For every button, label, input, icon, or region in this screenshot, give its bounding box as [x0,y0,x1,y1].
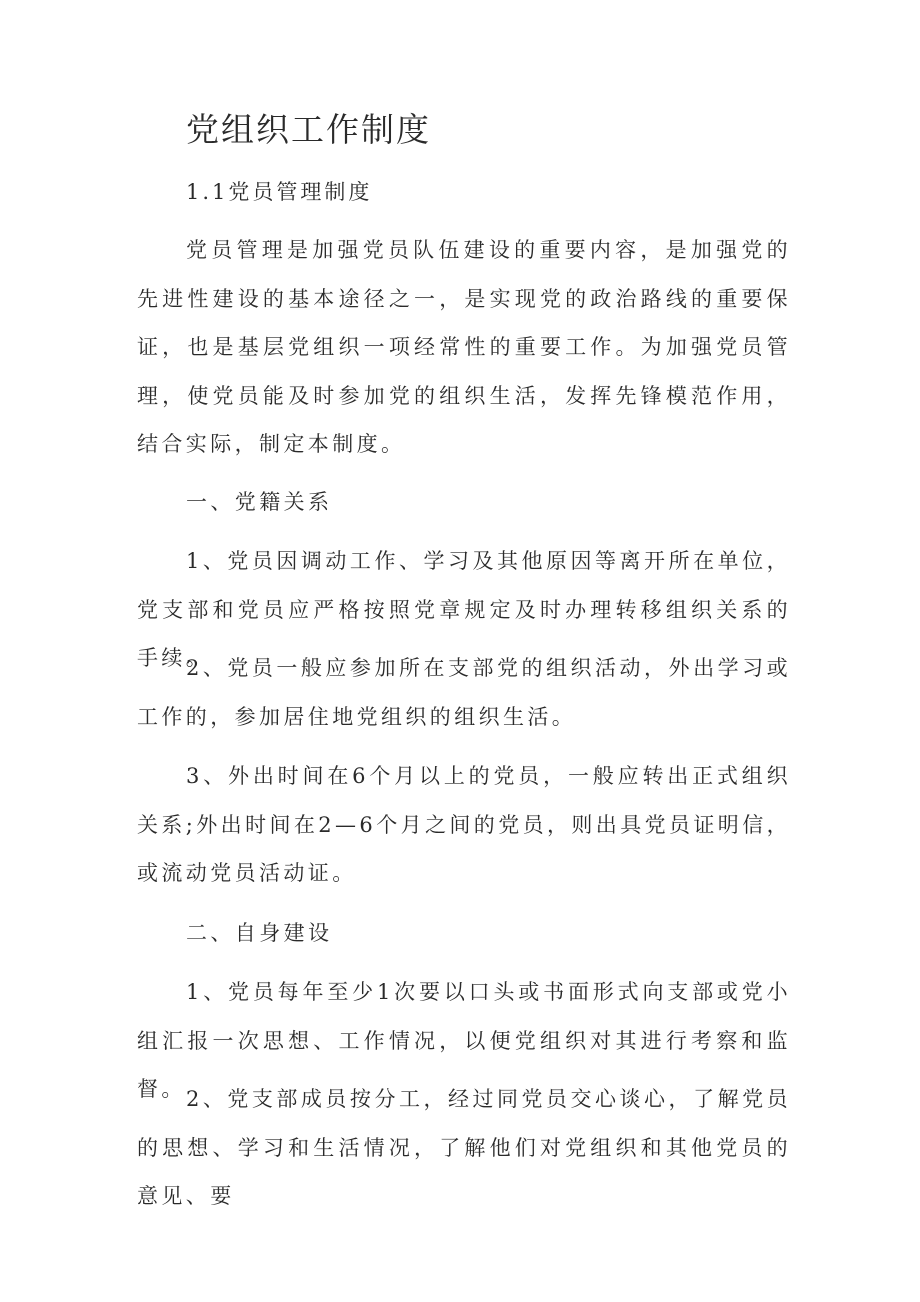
document-title: 党组织工作制度 [186,110,431,149]
self-building-item-1: 1、党员每年至少1次要以口头或书面形式向支部或党小组汇报一次思想、工作情况，以便党组织对其进行考察和监督。 [137,980,791,1101]
section-heading-membership: 一、党籍关系 [186,490,333,514]
intro-paragraph: 党员管理是加强党员队伍建设的重要内容，是加强党的先进性建设的基本途径之一，是实现党的政治路线的重要保证，也是基层党组织一项经常性的重要工作。为加强党员管理，使党员能及时参加党的组织生活，发挥先锋模范作用，结合实际，制定本制度。 [137,238,791,456]
section-heading-self-building: 二、自身建设 [186,921,333,945]
membership-item-3: 3、外出时间在6个月以上的党员，一般应转出正式组织关系;外出时间在2—6个月之间的党员，则出具党员证明信，或流动党员活动证。 [137,764,791,885]
membership-item-1: 1、党员因调动工作、学习及其他原因等离开所在单位，党支部和党员应严格按照党章规定及时办理转移组织关系的手续。 [137,549,791,670]
self-building-item-2: 2、党支部成员按分工，经过同党员交心谈心，了解党员的思想、学习和生活情况，了解他们对党组织和其他党员的意见、要 [137,1087,791,1208]
section-subtitle: 1.1党员管理制度 [186,180,373,204]
membership-item-2: 2、党员一般应参加所在支部党的组织活动，外出学习或工作的，参加居住地党组织的组织生活。 [137,656,791,729]
